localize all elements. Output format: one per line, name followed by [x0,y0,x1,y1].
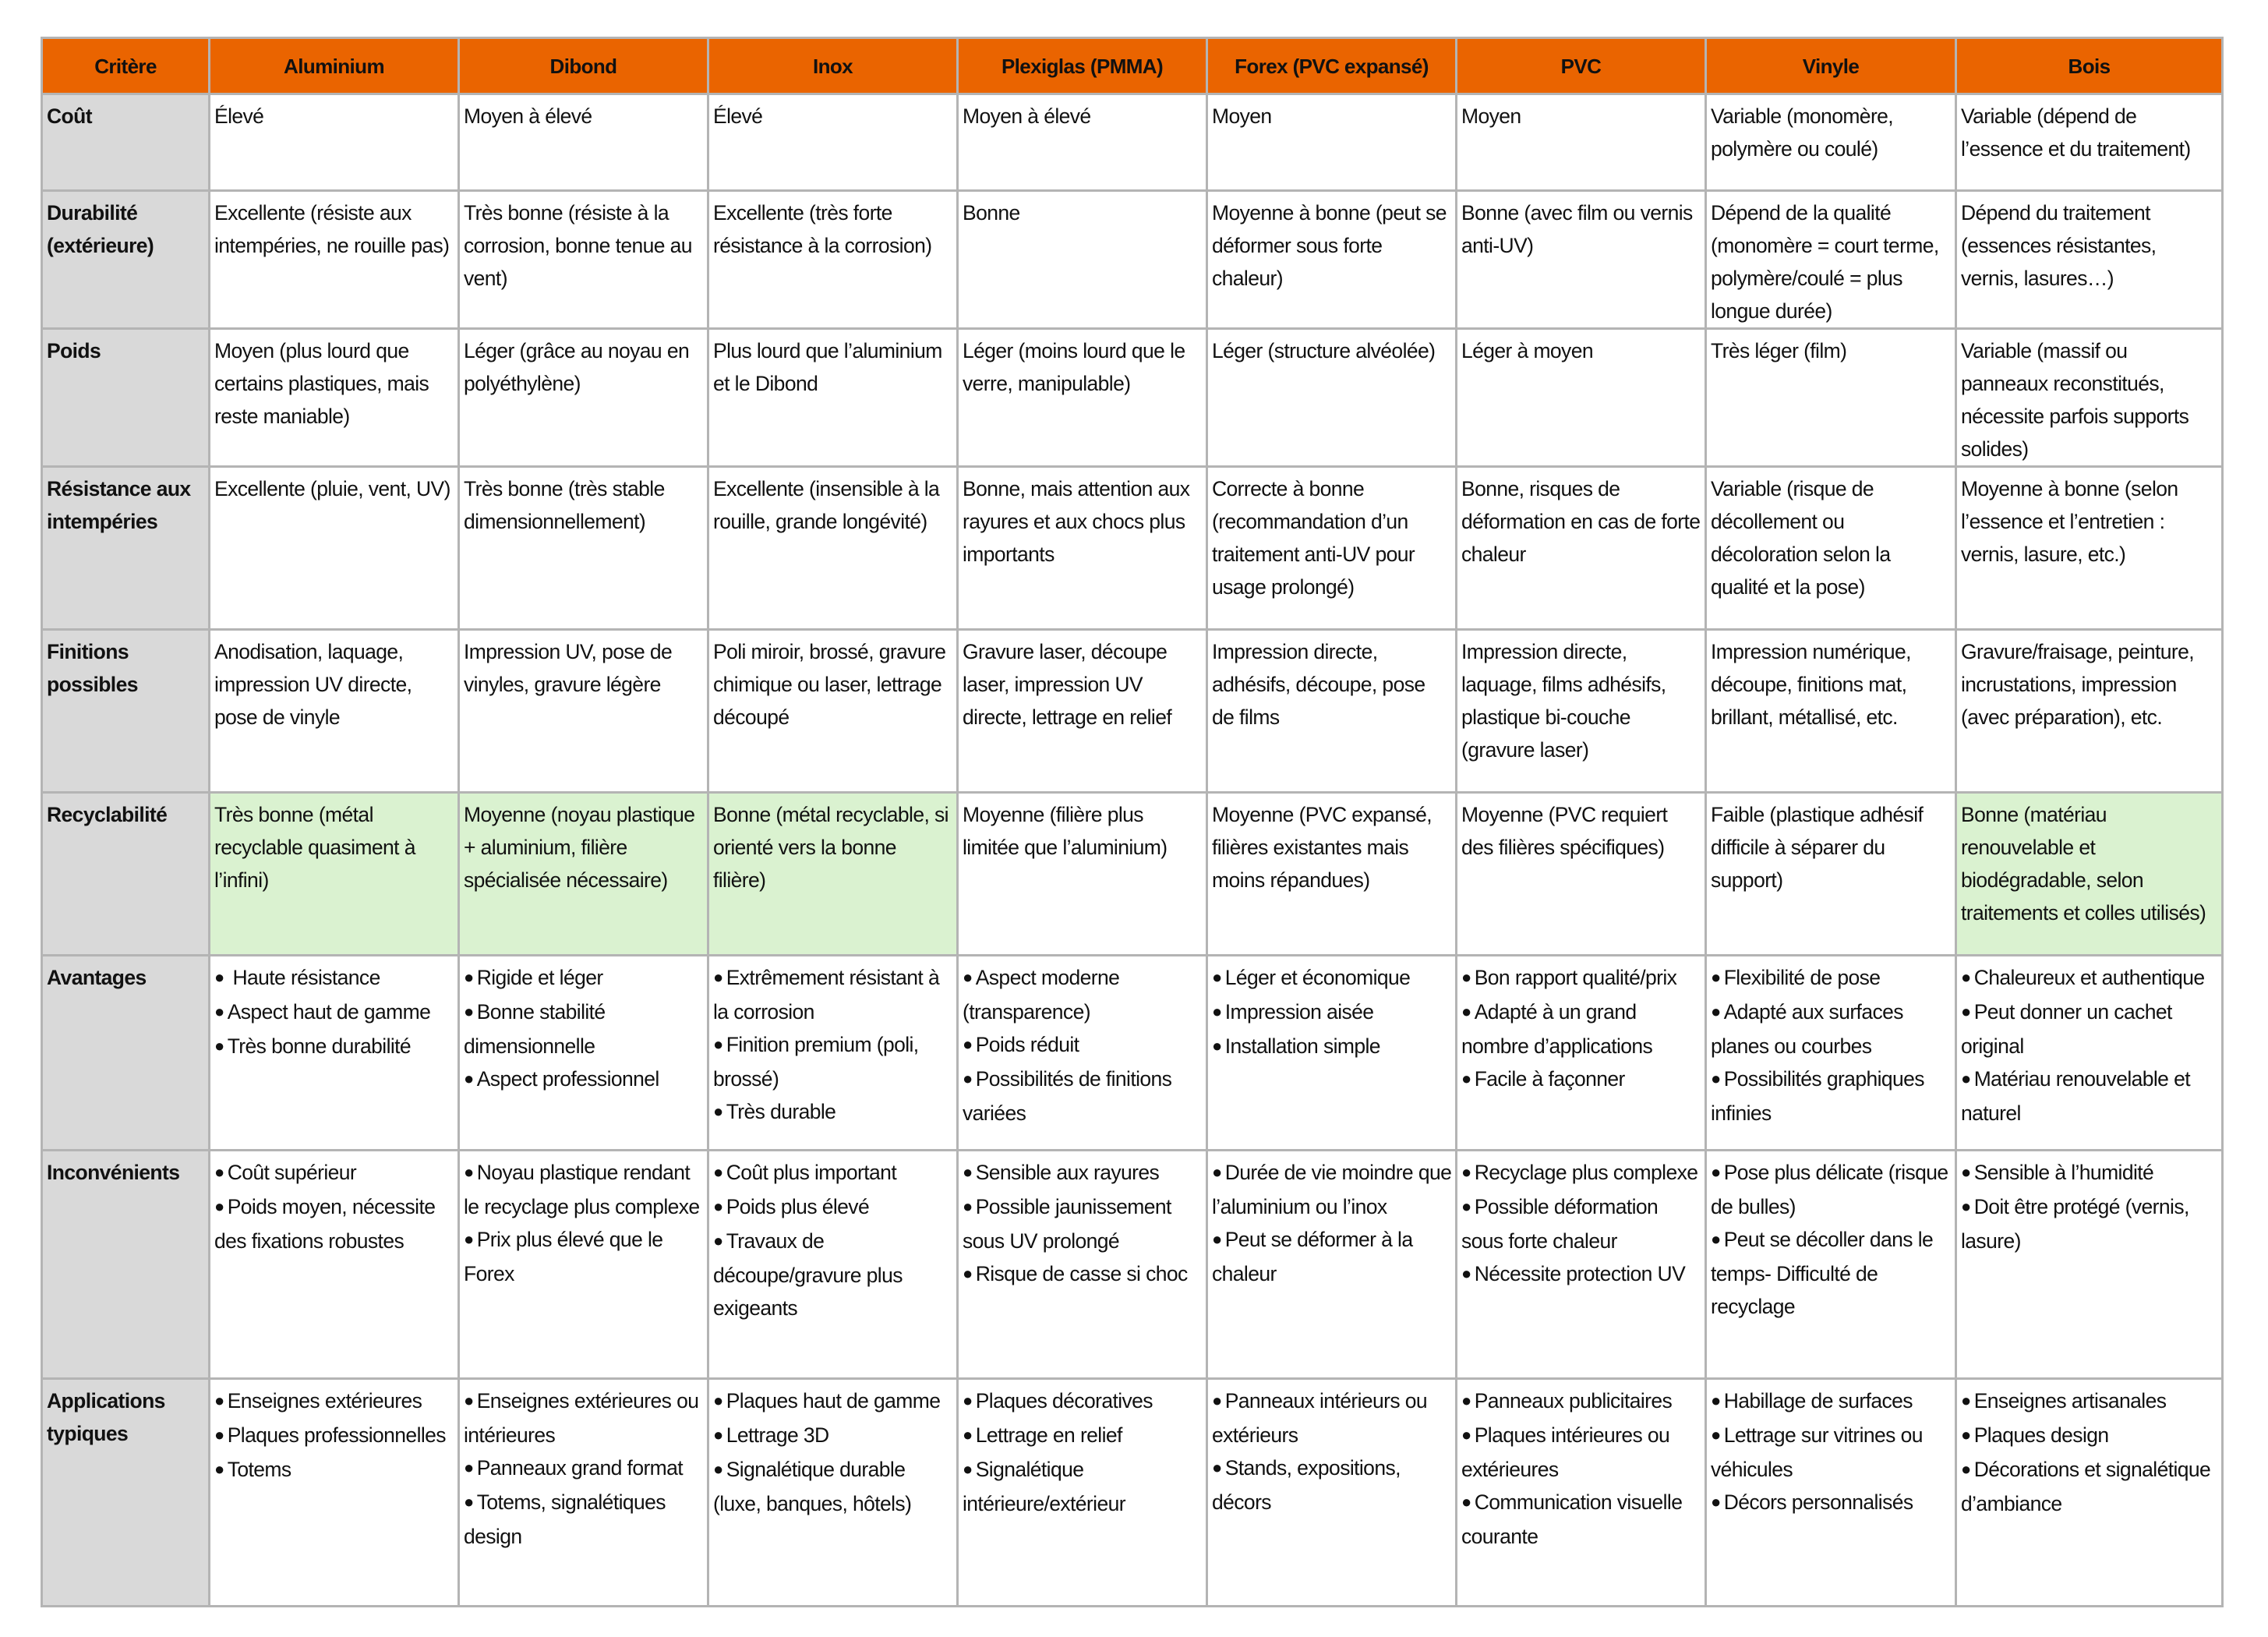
cell-bois [1956,467,2223,630]
bullet-item: ● Sensible à l’humidité [1961,1156,2218,1190]
cell-forex [1207,956,1457,1151]
cell-forex [1207,630,1457,793]
bullet-item: ● Peut se déformer à la chaleur [1212,1223,1452,1290]
cell-vinyle [1706,793,1956,956]
header-vinyle: Vinyle [1706,38,1956,94]
cell-aluminium [210,630,459,793]
table-row [42,329,2223,467]
cell-text: Gravure laser, découpe laser, impression UV directe, lettrage en relief [963,640,1172,729]
cell-vinyle [1706,956,1956,1151]
cell-plexiglas [958,1151,1207,1379]
cell-aluminium [210,1151,459,1379]
bullet-item: ● Poids moyen, nécessite des fixations robustes [214,1190,454,1257]
cell-vinyle [1706,1151,1956,1379]
cell-text: Faible (plastique adhésif difficile à séparer du support) [1711,803,1924,892]
cell-bois [1956,1379,2223,1607]
cell-dibond [459,956,708,1151]
cell-text: Dépend du traitement (essences résistantes, vernis, lasures…) [1961,201,2157,290]
cell-aluminium [210,94,459,191]
bullet-item: ● Installation simple [1212,1030,1452,1064]
cell-text: Très léger (film) [1711,339,1847,362]
bullet-item: ● Travaux de découpe/gravure plus exigeants [713,1225,953,1324]
bullet-item: ● Rigide et léger [464,961,704,995]
header-inox: Inox [708,38,958,94]
cell-text: Anodisation, laquage, impression UV directe, pose de vinyle [214,640,412,729]
header-bois: Bois [1956,38,2223,94]
cell-bois [1956,94,2223,191]
cell-text: Très bonne (métal recyclable quasiment à l’infini) [214,803,415,892]
cell-text: Bonne (métal recyclable, si orienté vers la bonne filière) [713,803,949,892]
cell-dibond [459,94,708,191]
bullet-item: ● Lettrage sur vitrines ou véhicules [1711,1419,1952,1486]
cell-text: Variable (risque de décollement ou décoloration selon la qualité et la pose) [1711,477,1891,599]
bullet-item: ● Lettrage 3D [713,1419,953,1453]
cell-inox [708,1379,958,1607]
cell-text: Gravure/fraisage, peinture, incrustations, impression (avec préparation), etc. [1961,640,2195,729]
cell-pvc [1457,94,1706,191]
bullet-item: ● Risque de casse si choc [963,1257,1203,1292]
bullet-item: ● Aspect haut de gamme [214,995,454,1030]
cell-inox [708,1151,958,1379]
cell-aluminium [210,956,459,1151]
table-row [42,467,2223,630]
bullet-item: ● Adapté aux surfaces planes ou courbes [1711,995,1952,1062]
cell-text: Variable (monomère, polymère ou coulé) [1711,104,1894,161]
cell-aluminium [210,467,459,630]
cell-text: Moyen [1461,104,1521,128]
bullet-item: ● Enseignes extérieures [214,1384,454,1419]
table-row [42,956,2223,1151]
bullet-item: ● Totems, signalétiques design [464,1486,704,1553]
bullet-item: ● Haute résistance [214,961,454,995]
header-plexiglas: Plexiglas (PMMA) [958,38,1207,94]
cell-aluminium [210,329,459,467]
cell-text: Moyenne à bonne (selon l’essence et l’entretien : vernis, lasure, etc.) [1961,477,2178,566]
cell-text: Léger (structure alvéolée) [1212,339,1436,362]
cell-bois [1956,191,2223,329]
cell-vinyle [1706,1379,1956,1607]
criterion-label: Recyclabilité [42,793,210,956]
cell-text: Moyenne (PVC requiert des filières spécifiques) [1461,803,1668,859]
bullet-item: ● Matériau renouvelable et naturel [1961,1062,2218,1130]
cell-inox [708,329,958,467]
bullet-item: ● Poids réduit [963,1028,1203,1062]
cell-forex [1207,793,1457,956]
bullet-item: ● Panneaux publicitaires [1461,1384,1701,1419]
bullet-item: ● Plaques professionnelles [214,1419,454,1453]
bullet-item: ● Chaleureux et authentique [1961,961,2218,995]
bullet-item: ● Extrêmement résistant à la corrosion [713,961,953,1028]
cell-inox [708,467,958,630]
cell-text: Impression directe, laquage, films adhésifs, plastique bi-couche (gravure laser) [1461,640,1666,762]
cell-text: Variable (massif ou panneaux reconstitués, nécessite parfois supports solides) [1961,339,2189,461]
bullet-item: ● Possibilités graphiques infinies [1711,1062,1952,1130]
header-forex: Forex (PVC expansé) [1207,38,1457,94]
cell-plexiglas [958,630,1207,793]
cell-text: Bonne [963,201,1020,225]
materials-comparison-table [41,37,2224,1607]
criterion-label: Applications typiques [42,1379,210,1607]
cell-text: Bonne, mais attention aux rayures et aux chocs plus importants [963,477,1190,566]
cell-pvc [1457,1379,1706,1607]
cell-text: Impression directe, adhésifs, découpe, pose de films [1212,640,1425,729]
cell-forex [1207,1151,1457,1379]
cell-text: Plus lourd que l’aluminium et le Dibond [713,339,942,395]
cell-bois [1956,329,2223,467]
bullet-item: ● Panneaux grand format [464,1451,704,1486]
criterion-label: Inconvénients [42,1151,210,1379]
bullet-item: ● Possibilités de finitions variées [963,1062,1203,1130]
table-row [42,94,2223,191]
criterion-label: Résistance aux intempéries [42,467,210,630]
cell-inox [708,94,958,191]
cell-vinyle [1706,630,1956,793]
table-row [42,630,2223,793]
bullet-item: ● Léger et économique [1212,961,1452,995]
bullet-item: ● Peut se décoller dans le temps- Difficulté de recyclage [1711,1223,1952,1323]
cell-text: Très bonne (résiste à la corrosion, bonne tenue au vent) [464,201,692,290]
cell-dibond [459,191,708,329]
cell-vinyle [1706,329,1956,467]
cell-plexiglas [958,1379,1207,1607]
cell-dibond [459,1379,708,1607]
cell-plexiglas [958,793,1207,956]
bullet-item: ● Très bonne durabilité [214,1030,454,1064]
cell-forex [1207,1379,1457,1607]
cell-text: Élevé [214,104,264,128]
cell-dibond [459,630,708,793]
bullet-item: ● Stands, expositions, décors [1212,1451,1452,1519]
cell-bois [1956,793,2223,956]
cell-dibond [459,1151,708,1379]
cell-inox [708,191,958,329]
cell-pvc [1457,191,1706,329]
cell-bois [1956,630,2223,793]
bullet-item: ● Durée de vie moindre que l’aluminium ou l’inox [1212,1156,1452,1223]
cell-plexiglas [958,329,1207,467]
table-header [42,38,2223,94]
bullet-item: ● Aspect moderne (transparence) [963,961,1203,1028]
cell-text: Moyenne (PVC expansé, filières existantes mais moins répandues) [1212,803,1433,892]
table-row [42,191,2223,329]
bullet-item: ● Finition premium (poli, brossé) [713,1028,953,1095]
bullet-item: ● Communication visuelle courante [1461,1486,1701,1553]
bullet-item: ● Bonne stabilité dimensionnelle [464,995,704,1062]
cell-text: Excellente (pluie, vent, UV) [214,477,450,500]
cell-forex [1207,191,1457,329]
cell-text: Poli miroir, brossé, gravure chimique ou laser, lettrage découpé [713,640,946,729]
cell-inox [708,793,958,956]
bullet-item: ● Noyau plastique rendant le recyclage plus complexe [464,1156,704,1223]
bullet-item: ● Doit être protégé (vernis, lasure) [1961,1190,2218,1257]
bullet-item: ● Coût plus important [713,1156,953,1190]
cell-text: Excellente (très forte résistance à la corrosion) [713,201,932,257]
criterion-label: Durabilité (extérieure) [42,191,210,329]
cell-pvc [1457,329,1706,467]
cell-text: Moyenne à bonne (peut se déformer sous forte chaleur) [1212,201,1447,290]
cell-pvc [1457,630,1706,793]
cell-text: Impression UV, pose de vinyles, gravure légère [464,640,673,696]
table-row [42,793,2223,956]
cell-text: Moyen à élevé [464,104,592,128]
bullet-item: ● Décors personnalisés [1711,1486,1952,1520]
cell-text: Bonne (avec film ou vernis anti-UV) [1461,201,1693,257]
bullet-item: ● Possible déformation sous forte chaleur [1461,1190,1701,1257]
cell-text: Moyen à élevé [963,104,1091,128]
bullet-item: ● Poids plus élevé [713,1190,953,1225]
bullet-item: ● Coût supérieur [214,1156,454,1190]
cell-text: Dépend de la qualité (monomère = court terme, polymère/coulé = plus longue durée) [1711,201,1939,323]
cell-forex [1207,329,1457,467]
criterion-label: Finitions possibles [42,630,210,793]
table-row [42,1379,2223,1607]
cell-dibond [459,793,708,956]
cell-plexiglas [958,956,1207,1151]
cell-pvc [1457,1151,1706,1379]
bullet-item: ● Signalétique durable (luxe, banques, hôtels) [713,1453,953,1520]
cell-text: Léger à moyen [1461,339,1593,362]
cell-aluminium [210,1379,459,1607]
cell-dibond [459,467,708,630]
cell-text: Bonne (matériau renouvelable et biodégradable, selon traitements et colles utilisés) [1961,803,2206,925]
bullet-item: ● Possible jaunissement sous UV prolongé [963,1190,1203,1257]
bullet-item: ● Totems [214,1453,454,1487]
cell-text: Excellente (résiste aux intempéries, ne rouille pas) [214,201,450,257]
bullet-item: ● Flexibilité de pose [1711,961,1952,995]
bullet-item: ● Pose plus délicate (risque de bulles) [1711,1156,1952,1223]
bullet-item: ● Très durable [713,1095,953,1130]
criterion-label: Coût [42,94,210,191]
bullet-item: ● Adapté à un grand nombre d’applications [1461,995,1701,1062]
bullet-item: ● Nécessite protection UV [1461,1257,1701,1292]
cell-text: Impression numérique, découpe, finitions mat, brillant, métallisé, etc. [1711,640,1911,729]
criterion-label: Poids [42,329,210,467]
cell-text: Correcte à bonne (recommandation d’un traitement anti-UV pour usage prolongé) [1212,477,1415,599]
header-criterion: Critère [42,38,210,94]
cell-inox [708,956,958,1151]
cell-text: Moyen [1212,104,1272,128]
cell-text: Léger (moins lourd que le verre, manipulable) [963,339,1185,395]
bullet-item: ● Enseignes artisanales [1961,1384,2218,1419]
bullet-item: ● Plaques intérieures ou extérieures [1461,1419,1701,1486]
table-body [42,94,2223,1607]
cell-text: Très bonne (très stable dimensionnellement) [464,477,665,533]
bullet-item: ● Enseignes extérieures ou intérieures [464,1384,704,1451]
cell-text: Bonne, risques de déformation en cas de forte chaleur [1461,477,1701,566]
cell-plexiglas [958,467,1207,630]
header-row [42,38,2223,94]
cell-plexiglas [958,191,1207,329]
bullet-item: ● Plaques haut de gamme [713,1384,953,1419]
bullet-item: ● Bon rapport qualité/prix [1461,961,1701,995]
cell-aluminium [210,793,459,956]
cell-bois [1956,1151,2223,1379]
bullet-item: ● Sensible aux rayures [963,1156,1203,1190]
cell-text: Variable (dépend de l’essence et du traitement) [1961,104,2191,161]
header-aluminium: Aluminium [210,38,459,94]
bullet-item: ● Prix plus élevé que le Forex [464,1223,704,1290]
bullet-item: ● Aspect professionnel [464,1062,704,1097]
cell-vinyle [1706,94,1956,191]
header-dibond: Dibond [459,38,708,94]
cell-vinyle [1706,467,1956,630]
bullet-item: ● Lettrage en relief [963,1419,1203,1453]
criterion-label: Avantages [42,956,210,1151]
bullet-item: ● Plaques décoratives [963,1384,1203,1419]
cell-inox [708,630,958,793]
cell-forex [1207,94,1457,191]
cell-text: Léger (grâce au noyau en polyéthylène) [464,339,690,395]
bullet-item: ● Peut donner un cachet original [1961,995,2218,1062]
header-pvc: PVC [1457,38,1706,94]
cell-text: Moyen (plus lourd que certains plastiques, mais reste maniable) [214,339,429,428]
bullet-item: ● Recyclage plus complexe [1461,1156,1701,1190]
cell-dibond [459,329,708,467]
cell-pvc [1457,956,1706,1151]
bullet-item: ● Habillage de surfaces [1711,1384,1952,1419]
cell-vinyle [1706,191,1956,329]
bullet-item: ● Plaques design [1961,1419,2218,1453]
bullet-item: ● Facile à façonner [1461,1062,1701,1097]
bullet-item: ● Signalétique intérieure/extérieur [963,1453,1203,1520]
cell-text: Moyenne (filière plus limitée que l’aluminium) [963,803,1168,859]
cell-text: Élevé [713,104,763,128]
cell-plexiglas [958,94,1207,191]
cell-text: Moyenne (noyau plastique + aluminium, filière spécialisée nécessaire) [464,803,695,892]
cell-forex [1207,467,1457,630]
cell-pvc [1457,467,1706,630]
bullet-item: ● Impression aisée [1212,995,1452,1030]
cell-text: Excellente (insensible à la rouille, grande longévité) [713,477,940,533]
cell-aluminium [210,191,459,329]
cell-bois [1956,956,2223,1151]
cell-pvc [1457,793,1706,956]
bullet-item: ● Décorations et signalétique d’ambiance [1961,1453,2218,1520]
table-row [42,1151,2223,1379]
bullet-item: ● Panneaux intérieurs ou extérieurs [1212,1384,1452,1451]
